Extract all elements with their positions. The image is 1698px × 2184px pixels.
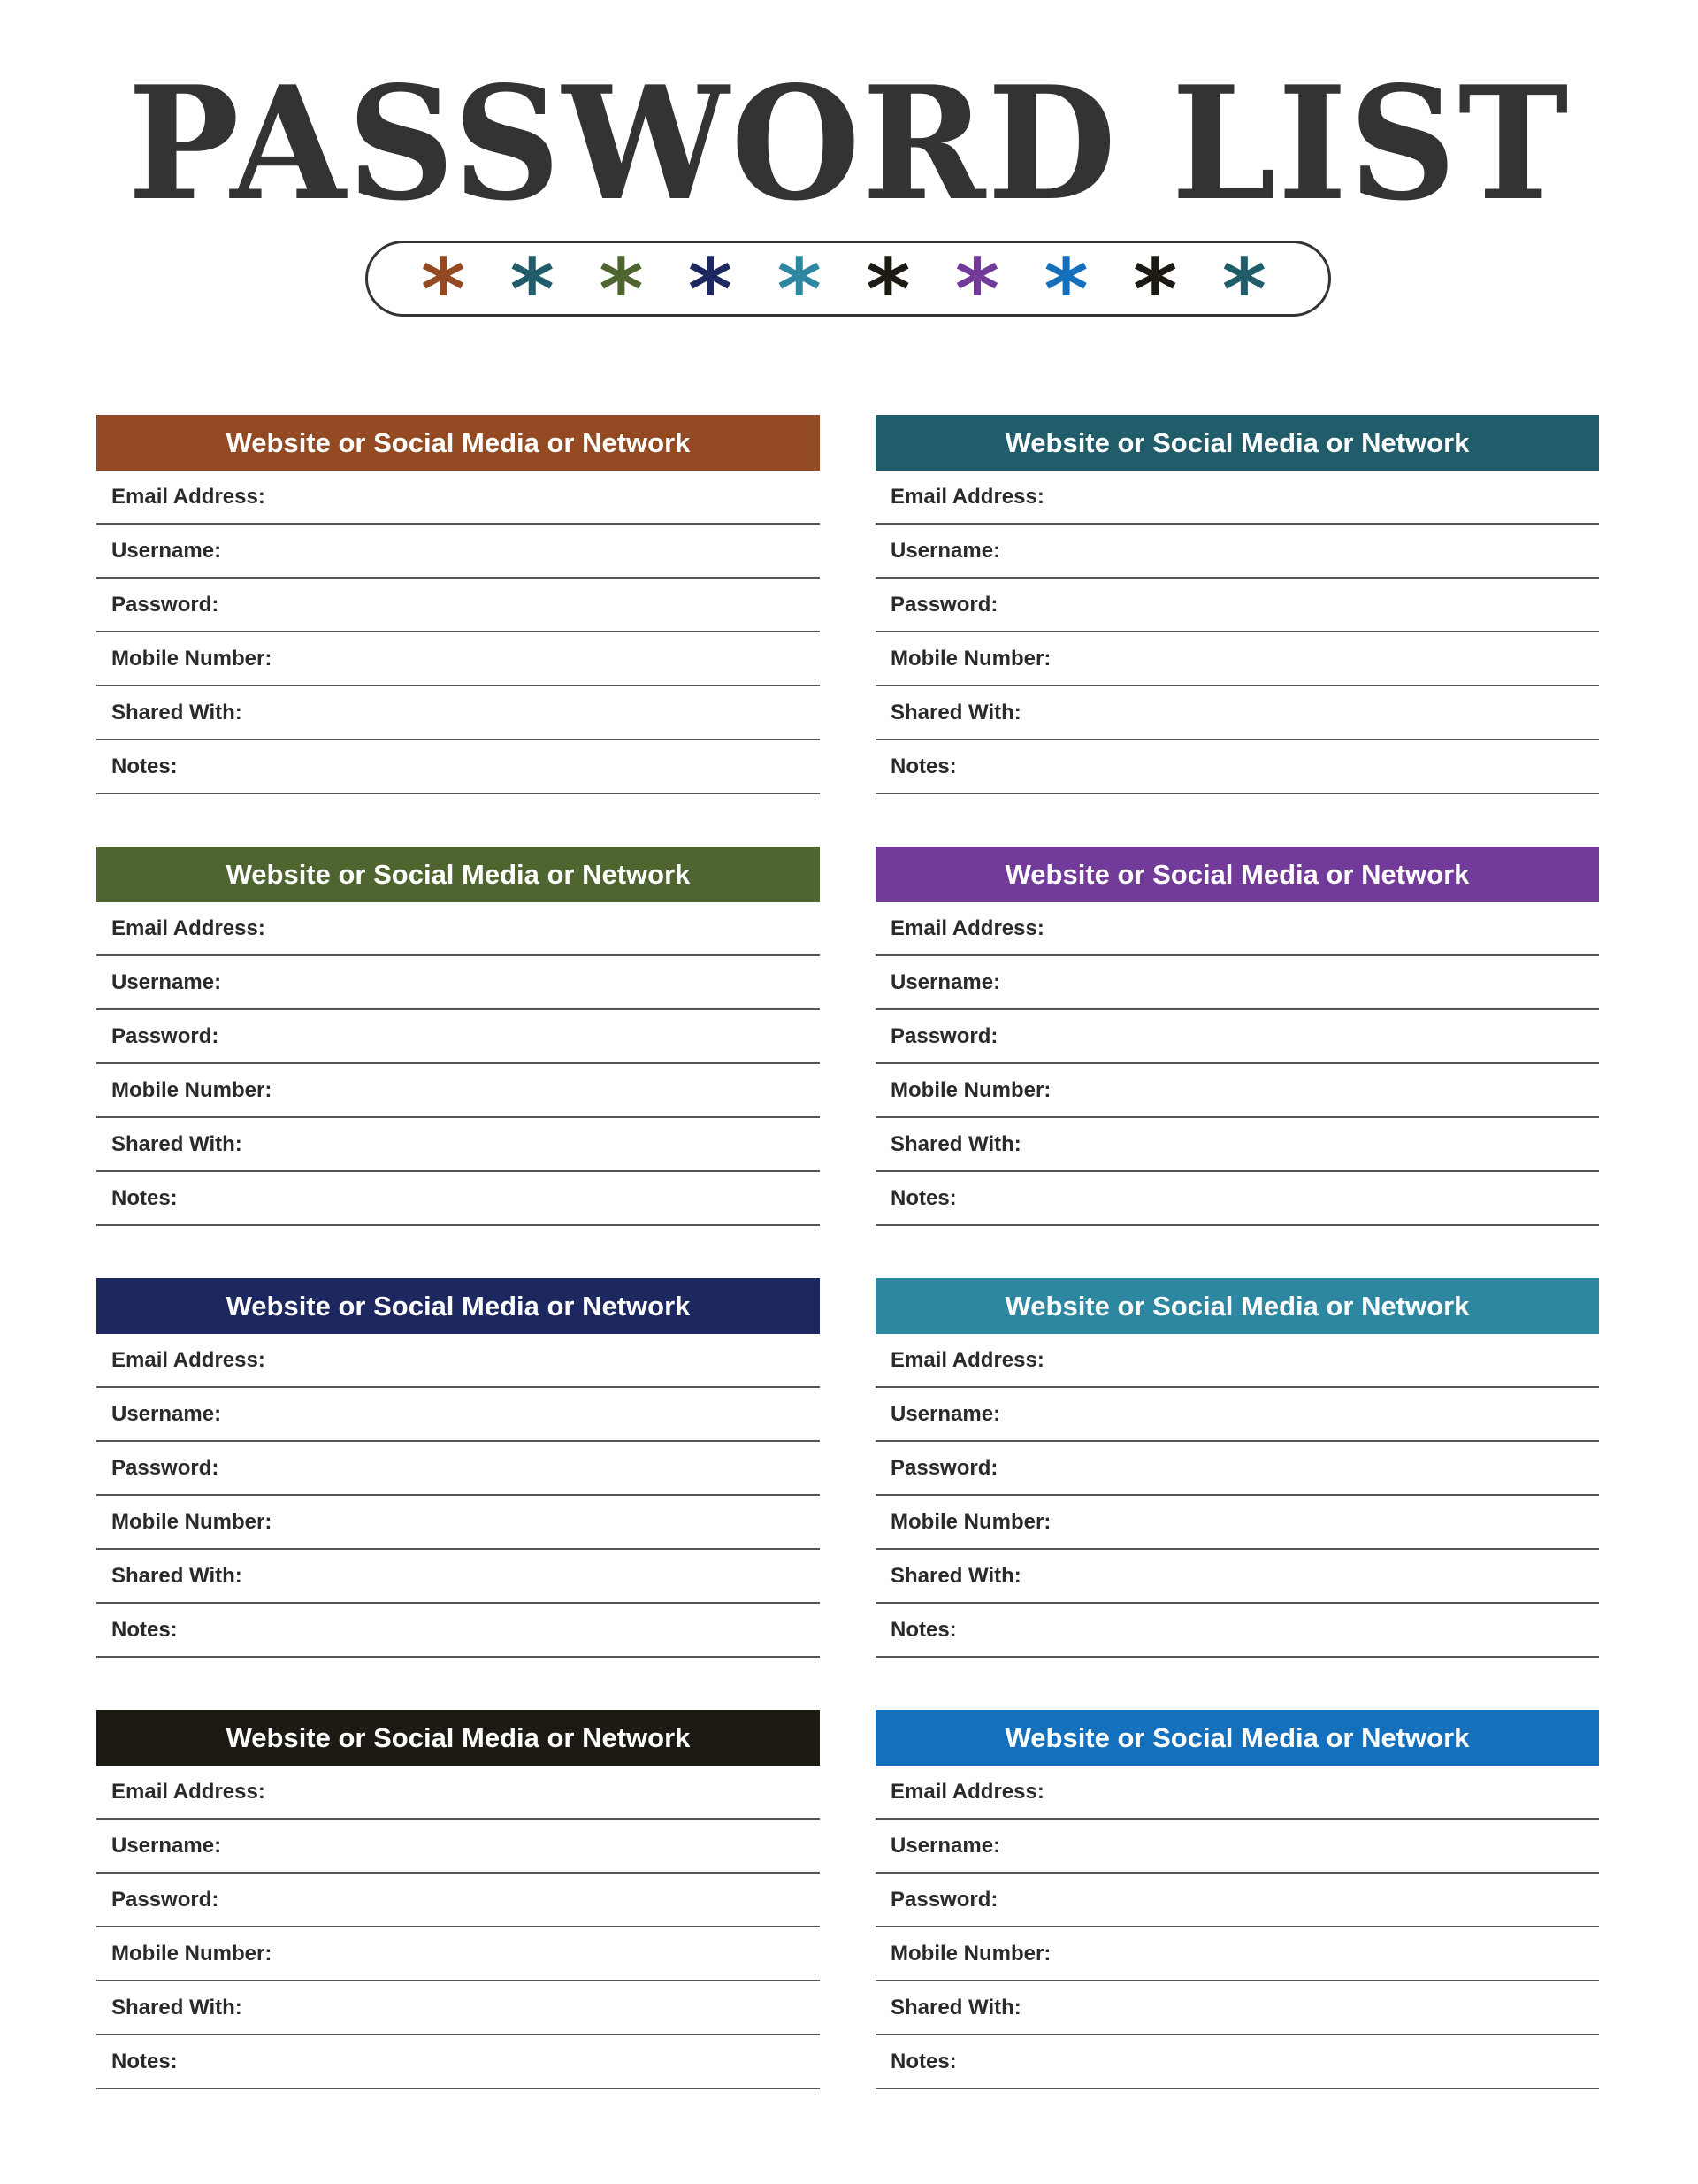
- field-row[interactable]: [96, 1874, 820, 1927]
- field-row[interactable]: [876, 1550, 1599, 1604]
- field-label: Password:: [111, 1023, 219, 1048]
- field-row[interactable]: [876, 740, 1599, 794]
- field-row[interactable]: [96, 471, 820, 525]
- field-row[interactable]: [876, 1496, 1599, 1550]
- field-row[interactable]: [96, 1496, 820, 1550]
- field-label: Username:: [891, 1401, 1001, 1426]
- card-header: Website or Social Media or Network: [876, 415, 1599, 471]
- field-row[interactable]: [876, 632, 1599, 686]
- asterisk-icon: *: [1044, 241, 1089, 340]
- field-row[interactable]: [96, 1981, 820, 2035]
- field-row[interactable]: [876, 1064, 1599, 1118]
- field-row[interactable]: [96, 1766, 820, 1820]
- field-label: Shared With:: [111, 700, 242, 724]
- field-row[interactable]: [876, 525, 1599, 579]
- field-label: Username:: [891, 969, 1001, 994]
- card-header: Website or Social Media or Network: [96, 847, 820, 902]
- card-header: Website or Social Media or Network: [876, 1710, 1599, 1766]
- field-label: Email Address:: [891, 1347, 1044, 1372]
- field-label: Mobile Number:: [111, 646, 272, 671]
- field-row[interactable]: [96, 1927, 820, 1981]
- field-row[interactable]: [96, 1118, 820, 1172]
- password-card: [96, 847, 820, 1226]
- field-label: Mobile Number:: [891, 1077, 1052, 1102]
- card-header: Website or Social Media or Network: [876, 847, 1599, 902]
- asterisk-icon: *: [599, 241, 644, 340]
- password-card: [96, 1710, 820, 2089]
- field-label: Mobile Number:: [111, 1941, 272, 1966]
- asterisk-icon: *: [1221, 241, 1266, 340]
- card-header: Website or Social Media or Network: [876, 1278, 1599, 1334]
- field-row[interactable]: [96, 740, 820, 794]
- field-row[interactable]: [96, 525, 820, 579]
- field-label: Email Address:: [111, 484, 265, 509]
- field-label: Shared With:: [891, 1995, 1021, 2019]
- field-row[interactable]: [96, 1604, 820, 1658]
- field-row[interactable]: [876, 1388, 1599, 1442]
- field-row[interactable]: [876, 1118, 1599, 1172]
- password-card: [876, 1710, 1599, 2089]
- field-row[interactable]: [96, 2035, 820, 2089]
- field-label: Mobile Number:: [891, 1509, 1052, 1534]
- field-label: Notes:: [111, 754, 178, 778]
- field-label: Email Address:: [111, 916, 265, 940]
- field-label: Password:: [891, 1887, 998, 1912]
- field-row[interactable]: [876, 1334, 1599, 1388]
- field-row[interactable]: [876, 1820, 1599, 1874]
- field-row[interactable]: [96, 956, 820, 1010]
- password-card: [876, 1278, 1599, 1658]
- field-label: Password:: [891, 1023, 998, 1048]
- card-header: Website or Social Media or Network: [96, 415, 820, 471]
- asterisk-icon: *: [509, 241, 555, 340]
- asterisk-banner: [365, 241, 1331, 340]
- field-label: Username:: [111, 538, 222, 563]
- field-label: Email Address:: [891, 916, 1044, 940]
- field-label: Shared With:: [111, 1131, 242, 1156]
- password-card: [876, 847, 1599, 1226]
- field-label: Mobile Number:: [111, 1509, 272, 1534]
- field-label: Username:: [891, 538, 1001, 563]
- field-label: Password:: [111, 592, 219, 617]
- field-row[interactable]: [96, 1820, 820, 1874]
- field-row[interactable]: [876, 956, 1599, 1010]
- field-label: Mobile Number:: [111, 1077, 272, 1102]
- field-label: Mobile Number:: [891, 646, 1052, 671]
- field-row[interactable]: [876, 902, 1599, 956]
- asterisk-icon: *: [421, 241, 466, 340]
- card-header: Website or Social Media or Network: [96, 1710, 820, 1766]
- field-label: Username:: [891, 1833, 1001, 1858]
- field-label: Notes:: [891, 1185, 957, 1210]
- field-label: Email Address:: [111, 1779, 265, 1804]
- field-label: Password:: [891, 592, 998, 617]
- field-label: Shared With:: [111, 1995, 242, 2019]
- field-row[interactable]: [96, 1388, 820, 1442]
- field-label: Password:: [891, 1455, 998, 1480]
- field-label: Password:: [111, 1887, 219, 1912]
- field-label: Mobile Number:: [891, 1941, 1052, 1966]
- field-row[interactable]: [96, 1550, 820, 1604]
- field-label: Notes:: [111, 1617, 178, 1642]
- field-row[interactable]: [876, 1442, 1599, 1496]
- asterisk-icon: *: [954, 241, 1000, 340]
- field-label: Password:: [111, 1455, 219, 1480]
- field-row[interactable]: [96, 1334, 820, 1388]
- asterisk-icon: *: [866, 241, 911, 340]
- field-row[interactable]: [876, 579, 1599, 632]
- field-label: Email Address:: [891, 1779, 1044, 1804]
- field-label: Username:: [111, 1401, 222, 1426]
- field-row[interactable]: [876, 686, 1599, 740]
- field-row[interactable]: [96, 1172, 820, 1226]
- field-row[interactable]: [876, 1927, 1599, 1981]
- field-row[interactable]: [876, 1010, 1599, 1064]
- field-row[interactable]: [96, 1442, 820, 1496]
- password-card: [96, 415, 820, 794]
- field-label: Notes:: [111, 1185, 178, 1210]
- field-label: Username:: [111, 969, 222, 994]
- field-row[interactable]: [876, 2035, 1599, 2089]
- field-row[interactable]: [96, 1010, 820, 1064]
- password-card: [876, 415, 1599, 794]
- field-label: Shared With:: [891, 1563, 1021, 1588]
- field-row[interactable]: [876, 471, 1599, 525]
- field-row[interactable]: [96, 579, 820, 632]
- card-header: Website or Social Media or Network: [96, 1278, 820, 1334]
- password-card: [96, 1278, 820, 1658]
- asterisk-icon: *: [687, 241, 733, 340]
- field-row[interactable]: [96, 632, 820, 686]
- field-row[interactable]: [876, 1981, 1599, 2035]
- field-row[interactable]: [876, 1172, 1599, 1226]
- field-label: Username:: [111, 1833, 222, 1858]
- field-row[interactable]: [876, 1874, 1599, 1927]
- field-label: Email Address:: [111, 1347, 265, 1372]
- field-label: Shared With:: [111, 1563, 242, 1588]
- field-row[interactable]: [876, 1604, 1599, 1658]
- field-label: Notes:: [891, 754, 957, 778]
- field-row[interactable]: [96, 902, 820, 956]
- asterisk-icon: *: [776, 241, 822, 340]
- field-label: Notes:: [111, 2049, 178, 2073]
- field-row[interactable]: [876, 1766, 1599, 1820]
- page-title: PASSWORD LIST: [127, 51, 1571, 235]
- field-label: Shared With:: [891, 1131, 1021, 1156]
- field-row[interactable]: [96, 686, 820, 740]
- asterisk-icon: *: [1133, 241, 1178, 340]
- field-label: Email Address:: [891, 484, 1044, 509]
- field-row[interactable]: [96, 1064, 820, 1118]
- field-label: Notes:: [891, 1617, 957, 1642]
- field-label: Notes:: [891, 2049, 957, 2073]
- field-label: Shared With:: [891, 700, 1021, 724]
